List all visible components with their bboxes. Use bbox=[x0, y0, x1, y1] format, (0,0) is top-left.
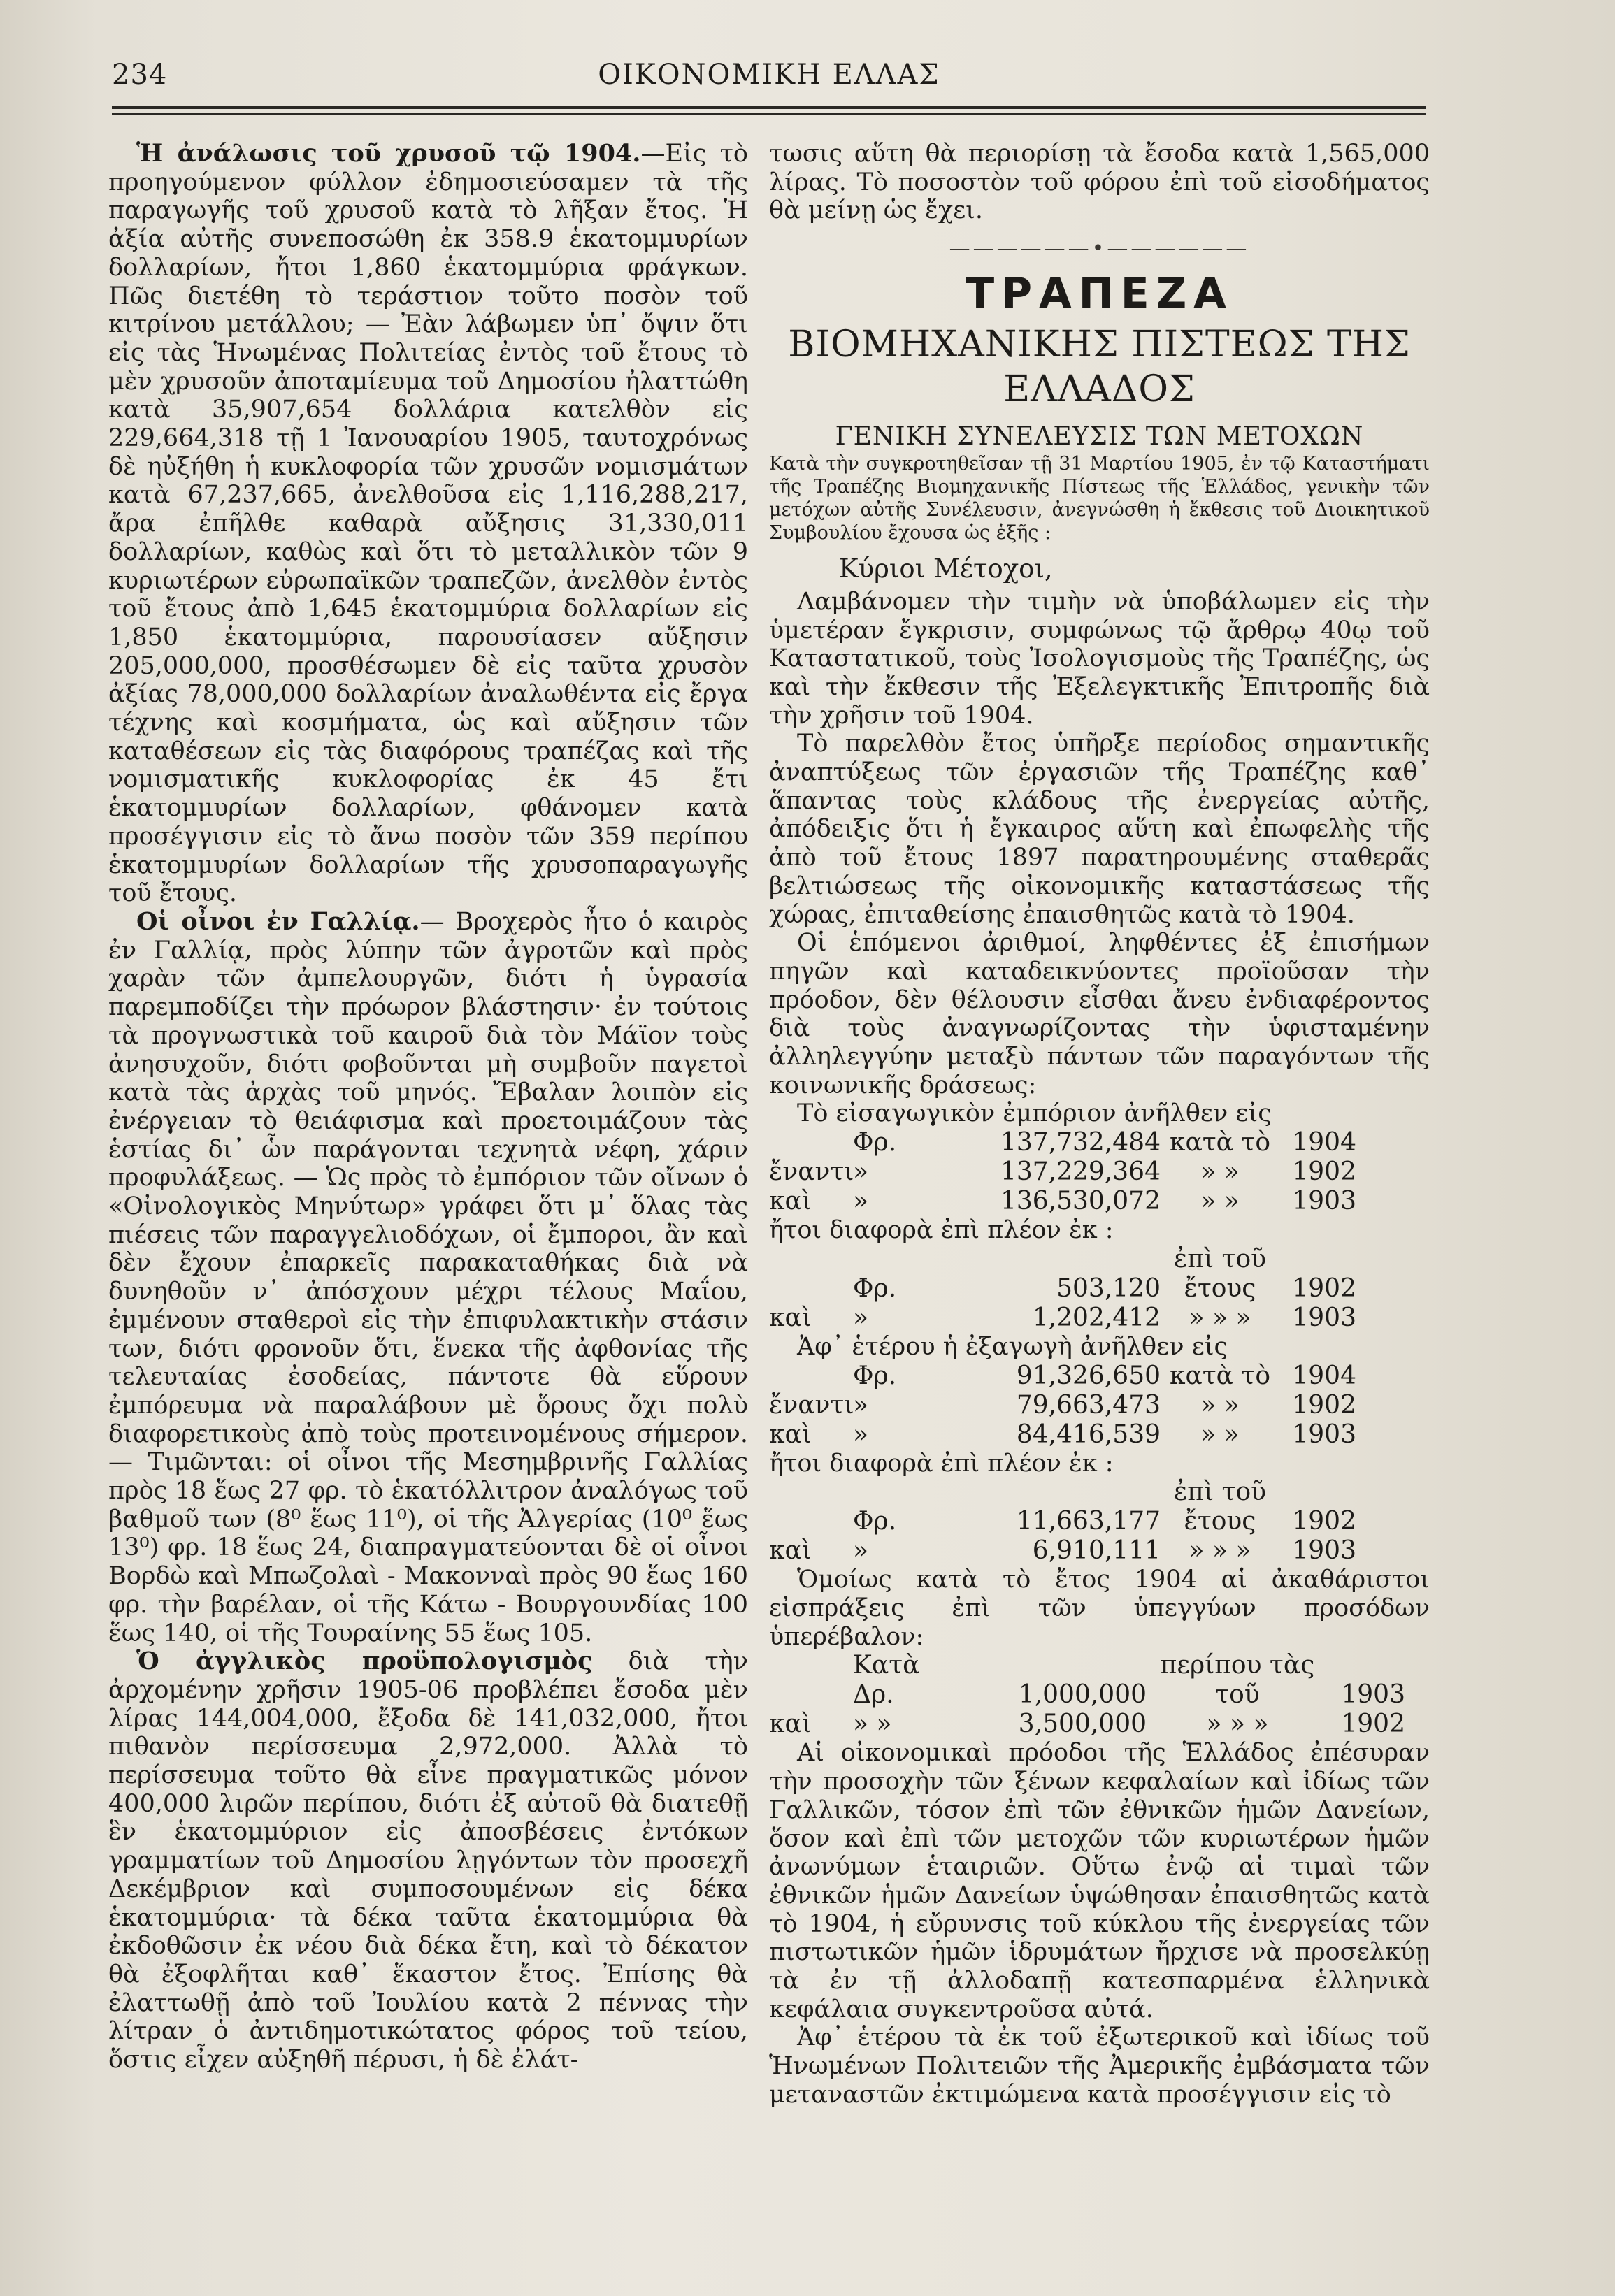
import-intro: Τὸ εἰσαγωγικὸν ἐμπόριον ἀνῆλθεν εἰς bbox=[797, 1099, 1272, 1128]
report-paragraph: Λαμβάνομεν τὴν τιμὴν νὰ ὑποβάλωμεν εἰς τὴν ὑμετέραν ἔγκρισιν, συμφώνως τῷ ἄρθρῳ 40ῳ τοῦ Καταστατικοῦ, τοὺς Ἰσολογισμοὺς τῆς Τραπέζης, ὡς καὶ τὴν ἔκθεσιν τῆς Ἐξελεγκτικῆς Ἐπιτροπῆς διὰ τὴν χρῆσιν τοῦ 1904. bbox=[769, 587, 1430, 730]
figure-row: καὶ » 6,910,111 » » » 1903 bbox=[769, 1536, 1356, 1566]
section-divider: ——————•—————— bbox=[949, 236, 1250, 261]
header-rule-thin bbox=[112, 113, 1426, 115]
figure-row: ἔναντι» 137,229,364 » » 1902 bbox=[769, 1157, 1356, 1187]
header-rule bbox=[112, 106, 1426, 109]
bank-subtitle: ΒΙΟΜΗΧΑΝΙΚΗΣ ΠΙΣΤΕΩΣ ΤΗΣ ΕΛΛΑΔΟΣ bbox=[788, 323, 1411, 410]
export-diff-intro: ἤτοι διαφορὰ ἐπὶ πλέον ἐκ : bbox=[769, 1449, 1114, 1478]
report-paragraph: Οἱ ἑπόμενοι ἀριθμοί, ληφθέντες ἐξ ἐπισήμων πηγῶν καὶ καταδεικνύοντες προϊοῦσαν τὴν πρόοδον, δὲν θέλουσιν εἶσθαι ἄνευ ἐνδιαφέροντος διὰ τοὺς ἀναγνωρίζοντας τὴν ὑφισταμένην ἀλληλεγγύην μεταξὺ πάντων τῶν παραγόντων τῆς κοινωνικῆς δράσεως: bbox=[769, 929, 1430, 1099]
article-body: — Βροχερὸς ἦτο ὁ καιρὸς ἐν Γαλλίᾳ, πρὸς λύπην τῶν ἀγροτῶν καὶ πρὸς χαρὰν τῶν ἀμπελουργῶν, διότι ἡ ὑγρασία παρεμποδίζει τὴν πρόωρον βλάστησιν· ἐν τούτοις τὰ προγνωστικὰ τοῦ καιροῦ διὰ τὸν Μάϊον τοὺς ἀνησυχοῦν, διότι φοβοῦνται μὴ συμβοῦν παγετοὶ κατὰ τὰς ἀρχὰς τοῦ μηνός. Ἔβαλαν λοιπὸν εἰς ἐνέργειαν τὸ θειάφισμα καὶ προετοιμάζουν τὰς ἑστίας δι᾽ ὧν παράγονται τεχνητὰ νέφη, χάριν προφυλάξεως. — Ὡς πρὸς τὸ ἐμπόριον τῶν οἴνων ὁ «Οἰνολογικὸς Μηνύτωρ» γράφει ὅτι μ᾽ ὅλας τὰς πιέσεις τῶν παραγγελιοδόχων, οἱ ἔμποροι, ἂν καὶ δὲν ἔχουν ἐπαρκεῖς παρακαταθήκας διὰ νὰ δυνηθοῦν ν᾽ ἀπόσχουν μέχρι τέλους Μαΐου, ἐμμένουν σταθεροὶ εἰς τὴν ἐπιφυλακτικὴν στάσιν των, διότι φρονοῦν ὅτι, ἕνεκα τῆς ἀφθονίας τῆς τελευταίας ἐσοδείας, πάντοτε θὰ εὕρουν ἐμπόρευμα νὰ παραλάβουν μὲ ὅρους ὄχι πολὺ διαφορετικοὺς ἀπὸ τοὺς προτεινομένους σήμερον. — Τιμῶνται: οἱ οἶνοι τῆς Μεσημβρινῆς Γαλλίας πρὸς 18 ἕως 27 φρ. τὸ ἑκατόλλιτρον ἀναλόγως τοῦ βαθμοῦ των (8⁰ ἕως 11⁰), οἱ τῆς Ἀλγερίας (10⁰ ἕως 13⁰) φρ. 18 ἕως 24, διαπραγματεύονται δὲ οἱ οἶνοι Βορδὼ καὶ Μπωζολαὶ - Μακονναὶ πρὸς 90 ἕως 160 φρ. τὴν βαρέλαν, οἱ τῆς Κάτω - Βουργουνδίας 100 ἕως 140, οἱ τῆς Τουραίνης 55 ἕως 105. bbox=[108, 907, 749, 1647]
article-heading: Ὁ ἀγγλικὸς προϋπολογισμὸς bbox=[136, 1647, 593, 1676]
article-english-budget bbox=[108, 1647, 748, 2074]
article-heading: Ἡ ἀνάλωσις τοῦ χρυσοῦ τῷ 1904. bbox=[136, 139, 641, 168]
figure-row: καὶ » » 3,500,000 » » » 1902 bbox=[769, 1710, 1405, 1739]
running-title: ΟΙΚΟΝΟΜΙΚΗ ΕΛΛΑΣ bbox=[598, 59, 940, 91]
meeting-intro: Κατὰ τὴν συγκροτηθεῖσαν τῇ 31 Μαρτίου 1905, ἐν τῷ Καταστήματι τῆς Τραπέζης Βιομηχανικῆς Πίστεως τῆς Ἑλλάδος, γενικὴν τῶν μετόχων αὐτῆς Συνέλευσιν, ἀνεγνώσθη ἡ ἔκθεσις τοῦ Διοικητικοῦ Συμβουλίου ἔχουσα ὡς ἑξῆς : bbox=[769, 452, 1430, 544]
page-header bbox=[112, 55, 1426, 96]
article-body: διὰ τὴν ἀρχομένην χρῆσιν 1905-06 προβλέπει ἔσοδα μὲν λίρας 144,004,000, ἔξοδα δὲ 141,032,000, ἤτοι πιθανὸν περίσσευμα 2,972,000. Ἀλλὰ τὸ περίσσευμα τοῦτο θὰ εἶνε πραγματικῶς μόνον 400,000 λιρῶν περίπου, διότι ἐξ αὐτοῦ θὰ διατεθῇ ἓν ἑκατομμύριον εἰς ἀποσβέσεις ἐντόκων γραμματίων τοῦ Δημοσίου λῃγόντων τὸν προσεχῆ Δεκέμβριον καὶ συμποσουμένων εἰς δέκα ἑκατομμύρια· τὰ δέκα ταῦτα ἑκατομμύρια θὰ ἐκδοθῶσιν ἐκ νέου διὰ δέκα ἔτη, καὶ τὸ δέκατον θὰ ἐξοφλῆται καθ᾽ ἕκαστον ἔτος. Ἐπίσης θὰ ἐλαττωθῇ ἀπὸ τοῦ Ἰουλίου κατὰ 2 πέννας τὴν λίτραν ὁ ἀντιδημοτικώτατος φόρος τοῦ τείου, ὅστις εἶχεν αὐξηθῆ πέρυσι, ἡ δὲ ἐλάτ- bbox=[108, 1647, 748, 2074]
export-intro: Ἀφ᾽ ἑτέρου ἡ ἐξαγωγὴ ἀνῆλθεν εἰς bbox=[797, 1332, 1228, 1361]
import-diff-intro: ἤτοι διαφορὰ ἐπὶ πλέον ἐκ : bbox=[769, 1216, 1114, 1245]
figure-row: Φρ. 11,663,177ἐπὶ τοῦ ἔτους 1902 bbox=[853, 1478, 1356, 1536]
bank-title: ΤΡΑΠΕΖΑ bbox=[966, 268, 1233, 318]
figure-row: καὶ » 84,416,539 » » 1903 bbox=[769, 1420, 1356, 1449]
meeting-title: ΓΕΝΙΚΗ ΣΥΝΕΛΕΥΣΙΣ ΤΩΝ ΜΕΤΟΧΩΝ bbox=[835, 421, 1364, 451]
left-column bbox=[108, 140, 748, 2074]
report-paragraph: Τὸ παρελθὸν ἔτος ὑπῆρξε περίοδος σημαντικῆς ἀναπτύξεως τῶν ἐργασιῶν τῆς Τραπέζης καθ᾽ ἅπαντας τοὺς κλάδους τῆς ἐνεργείας αὐτῆς, ἀπόδειξις ὅτι ἡ ἔγκαιρος αὕτη καὶ ἐπωφελὴς τῆς ἀπὸ τοῦ ἔτους 1897 παρατηρουμένης σταθερᾶς βελτιώσεως τῆς οἰκονομικῆς καταστάσεως τῆς χώρας, ἐπιταθείσης ἐπαισθητῶς κατὰ τὸ 1904. bbox=[769, 730, 1430, 929]
figure-row: Κατὰ Δρ. 1,000,000περίπου τὰς τοῦ 1903 bbox=[853, 1651, 1405, 1710]
right-column bbox=[769, 140, 1430, 2109]
figure-row: Φρ. 91,326,650 κατὰ τὸ 1904 bbox=[853, 1361, 1356, 1390]
continued-paragraph: τωσις αὕτη θὰ περιορίσῃ τὰ ἔσοδα κατὰ 1,565,000 λίρας. Τὸ ποσοστὸν τοῦ φόρου ἐπὶ τοῦ εἰσοδήματος θὰ μείνῃ ὡς ἔχει. bbox=[769, 140, 1430, 225]
figure-row: καὶ » 136,530,072 » » 1903 bbox=[769, 1187, 1356, 1216]
page-number: 234 bbox=[112, 59, 168, 91]
article-gold-consumption bbox=[108, 140, 748, 908]
article-heading: Οἱ οἶνοι ἐν Γαλλίᾳ. bbox=[136, 907, 420, 936]
figure-row: Φρ. 137,732,484 κατὰ τὸ 1904 bbox=[853, 1128, 1356, 1157]
figure-row: ἔναντι» 79,663,473 » » 1902 bbox=[769, 1390, 1356, 1420]
figure-row: καὶ » 1,202,412 » » » 1903 bbox=[769, 1303, 1356, 1332]
report-paragraph: Ὁμοίως κατὰ τὸ ἔτος 1904 αἱ ἀκαθάριστοι εἰσπράξεις ἐπὶ τῶν ὑπεγγύων προσόδων ὑπερέβαλον: bbox=[769, 1566, 1430, 1651]
report-paragraph: Ἀφ᾽ ἑτέρου τὰ ἐκ τοῦ ἐξωτερικοῦ καὶ ἰδίως τοῦ Ἡνωμένων Πολιτειῶν τῆς Ἀμερικῆς ἐμβάσματα τῶν μεταναστῶν ἐκτιμώμενα κατὰ προσέγγισιν εἰς τὸ bbox=[769, 2023, 1430, 2109]
figure-row: Φρ. 503,120ἐπὶ τοῦ ἔτους 1902 bbox=[853, 1244, 1356, 1303]
report-paragraph: Αἱ οἰκονομικαὶ πρόοδοι τῆς Ἑλλάδος ἐπέσυραν τὴν προσοχὴν τῶν ξένων κεφαλαίων καὶ ἰδίως τῶν Γαλλικῶν, τόσον ἐπὶ τῶν ἐθνικῶν ἡμῶν Δανείων, ὅσον καὶ ἐπὶ τῶν μετοχῶν τῶν κυριωτέρων ἡμῶν ἀνωνύμων ἑταιριῶν. Οὕτω ἐνῷ αἱ τιμαὶ τῶν ἐθνικῶν ἡμῶν Δανείων ὑψώθησαν ἐπαισθητῶς κατὰ τὸ 1904, ἡ εὔρυνσις τοῦ κύκλου τῆς ἐνεργείας τῶν πιστωτικῶν ἡμῶν ἱδρυμάτων ἤρχισε νὰ προσελκύῃ τὰ ἐν τῇ ἀλλοδαπῇ κατεσπαρμένα ἑλληνικὰ κεφάλαια συγκεντροῦσα αὐτά. bbox=[769, 1739, 1430, 2023]
salutation: Κύριοι Μέτοχοι, bbox=[839, 553, 1053, 584]
article-body: —Εἰς τὸ προηγούμενον φύλλον ἐδημοσιεύσαμεν τὰ τῆς παραγωγῆς τοῦ χρυσοῦ κατὰ τὸ λῆξαν ἔτος. Ἡ ἀξία αὐτῆς συνεποσώθη ἐκ 358.9 ἑκατομμυρίων δολλαρίων, ἤτοι 1,860 ἑκατομμύρια φράγκων. Πῶς διετέθη τὸ τεράστιον τοῦτο ποσὸν τοῦ κιτρίνου μετάλλου; — Ἐὰν λάβωμεν ὑπ᾽ ὄψιν ὅτι εἰς τὰς Ἡνωμένας Πολιτείας ἐντὸς τοῦ ἔτους τὸ μὲν χρυσοῦν ἀποταμίευμα τοῦ Δημοσίου ἠλαττώθη κατὰ 35,907,654 δολλάρια κατελθὸν εἰς 229,664,318 τῇ 1 Ἰανουαρίου 1905, ταυτοχρόνως δὲ ηὐξήθη ἡ κυκλοφορία τῶν χρυσῶν νομισμάτων κατὰ 67,237,665, ἀνελθοῦσα εἰς 1,116,288,217, ἄρα ἐπῆλθε καθαρὰ αὔξησις 31,330,011 δολλαρίων, καθὼς καὶ ὅτι τὸ μεταλλικὸν τῶν 9 κυριωτέρων εὐρωπαϊκῶν τραπεζῶν, ἀνελθὸν ἐντὸς τοῦ ἔτους ἀπὸ 1,645 ἑκατομμύρια δολλαρίων εἰς 1,850 ἑκατομμύρια, παρουσίασεν αὔξησιν 205,000,000, προσθέσωμεν δὲ εἰς ταῦτα χρυσὸν ἀξίας 78,000,000 δολλαρίων ἀναλωθέντα εἰς ἔργα τέχνης καὶ κοσμήματα, ὡς καὶ αὔξησιν τῶν καταθέσεων εἰς τὰς διαφόρους τραπέζας καὶ τῆς νομισματικῆς κυκλοφορίας ἐκ 45 ἔτι ἑκατομμυρίων δολλαρίων, φθάνομεν κατὰ προσέγγισιν εἰς τὸ ἄνω ποσὸν τῶν 359 περίπου ἑκατομμυρίων δολλαρίων τῆς χρυσοπαραγωγῆς τοῦ ἔτους. bbox=[108, 140, 749, 908]
article-wines-france bbox=[108, 908, 748, 1647]
